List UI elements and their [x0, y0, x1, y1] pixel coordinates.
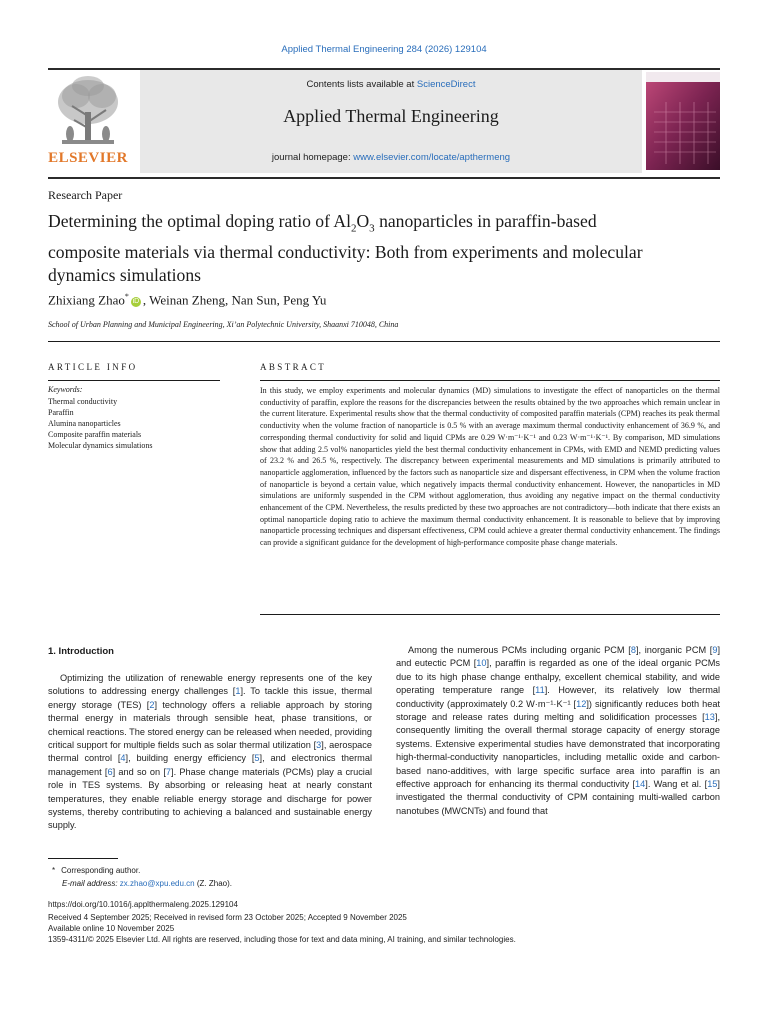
citation-link[interactable]: 6 [107, 766, 113, 777]
citation-link[interactable]: 11 [535, 685, 545, 696]
section-heading: 1. Introduction [48, 646, 114, 657]
journal-cover-image[interactable] [646, 72, 720, 170]
keyword-item: Composite paraffin materials [48, 430, 142, 439]
publisher-name: ELSEVIER [48, 150, 128, 166]
doi-link[interactable]: https://doi.org/10.1016/j.applthermaleng.2025.129104 [48, 900, 238, 909]
affiliation: School of Urban Planning and Municipal Engineering, Xi’an Polytechnic University, Shaanxi 710048, China [48, 320, 399, 329]
abstract-top-rule [260, 380, 720, 381]
article-info-heading: ARTICLE INFO [48, 362, 138, 372]
corresponding-footnote: * Corresponding author. [52, 866, 141, 875]
body-text: ]. Wang et al. [ [645, 779, 708, 790]
body-text: ] and eutectic PCM [ [396, 645, 721, 669]
body-text: ], aerospace thermal control [ [48, 740, 372, 764]
orcid-icon[interactable]: iD [132, 298, 140, 306]
keyword-item: Alumina nanoparticles [48, 419, 121, 428]
sciencedirect-link[interactable]: ScienceDirect [416, 79, 476, 90]
abstract-bottom-rule [260, 614, 720, 615]
citation-link[interactable]: 8 [630, 645, 636, 655]
masthead-bottom-rule [48, 177, 720, 179]
body-text: ], and electronics thermal management [ [48, 753, 372, 777]
body-text: Among the numerous PCMs including organic PCM [ [408, 645, 631, 655]
body-text: ]. Phase change materials (PCMs) play a crucial role in TES systems. By absorbing or releasing heat at nearly constant temperatures, they enable reliable energy storage and discharge for power systems, thereby contributing to achieving a balanced and sustainable energy supply. [48, 766, 373, 831]
copyright: 1359-4311/© 2025 Elsevier Ltd. All rights are reserved, including those for text and data mining, AI training, and similar technologies. [48, 935, 516, 944]
corresponding-mark[interactable]: * [124, 292, 129, 301]
email-link[interactable]: zx.zhao@xpu.edu.cn [119, 879, 195, 888]
article-info-rule [48, 380, 220, 381]
body-text: ]) significantly reduces both heat storage and release rates during melting and solidification processes [ [396, 698, 720, 723]
citation-link[interactable]: 12 [576, 698, 587, 709]
citation-link[interactable]: 1 [235, 686, 241, 697]
author-list: Zhixiang Zhao*iD , Weinan Zheng, Nan Sun, Peng Yu [48, 292, 327, 308]
body-text: ] and so on [ [112, 766, 166, 777]
keyword-item: Molecular dynamics simulations [48, 441, 153, 450]
citation-link[interactable]: 13 [704, 712, 715, 723]
keyword-item: Thermal conductivity [48, 397, 118, 406]
citation-link[interactable]: 5 [254, 753, 260, 764]
abstract-heading: ABSTRACT [260, 362, 327, 372]
available-online: Available online 10 November 2025 [48, 924, 175, 933]
body-text: ], consequently limiting the overall thermal storage capacity of energy storage systems. Extensive experimental studies have demonstrated that incorporating high-thermal-conductivity nanoparticles, including metallic oxide and carbon-based nano-additives, with large specific surface area into paraffin is an effective approach for enhancing its thermal conductivity [ [396, 712, 720, 790]
body-text: ] technology offers a reliable approach by storing thermal energy in materials through sensible heat, phase transitions, or chemical reactions. The stored energy can be released when needed, providing critical support for multiple fields such as solar thermal utilization [ [48, 699, 373, 751]
body-text: Optimizing the utilization of renewable energy represents one of the key solutions to addressing energy challenges [ [48, 673, 372, 697]
body-text: ]. However, its relatively low thermal conductivity (approximately 0.2 W·m⁻¹·K⁻¹ [ [396, 685, 721, 709]
article-title: Determining the optimal doping ratio of $Al_2O_3$ nanoparticles in paraffin-based composite materials via thermal conductivity: Both from experiments and molecular dynamics simulations [48, 211, 643, 285]
body-text: ], building energy efficiency [ [125, 753, 255, 764]
received-dates: Received 4 September 2025; Received in revised form 23 October 2025; Accepted 9 November 2025 [48, 913, 407, 922]
journal-homepage-link[interactable]: www.elsevier.com/locate/apthermeng [353, 152, 511, 163]
contents-line: Contents lists available at ScienceDirect [306, 79, 476, 90]
citation-link[interactable]: 10 [476, 658, 487, 669]
body-text: ], paraffin is regarded as one of the ideal organic PCMs due to its high phase change enthalpy, excellent chemical stability, and wide operating temperature range [ [396, 658, 720, 696]
citation-link[interactable]: 9 [712, 645, 718, 655]
citation-link[interactable]: 2 [149, 699, 155, 710]
citation-link[interactable]: 3 [316, 740, 322, 751]
body-text: ]. To tackle this issue, thermal energy storage (TES) [ [48, 686, 372, 710]
citation-link[interactable]: 14 [635, 779, 646, 790]
journal-reference-link[interactable]: Applied Thermal Engineering 284 (2026) 129104 [281, 44, 487, 55]
body-text: ] investigated the thermal conductivity of CPM containing multi-walled carbon nanotubes (MWCNTs) and found that [396, 779, 720, 816]
citation-link[interactable]: 7 [165, 766, 172, 777]
email-footnote: E-mail address: zx.zhao@xpu.edu.cn (Z. Zhao). [62, 879, 232, 888]
footnote-rule [48, 858, 118, 859]
citation-link[interactable]: 4 [120, 753, 126, 764]
keywords-list [48, 396, 152, 451]
intro-column-left [48, 672, 372, 833]
intro-column-right [396, 644, 720, 818]
homepage-line: journal homepage: www.elsevier.com/locate/apthermeng [271, 152, 511, 163]
abstract-text: In this study, we employ experiments and molecular dynamics (MD) simulations to investigate the effect of nanoparticles on the thermal conductivity of paraffin, explore the reasons for the discrepancies between the results obtained by the two approaches which remain unclear in the current literature. Experimental results show that the thermal conductivity of composited paraffin materials (CPM) reaches its peak thermal conductivity when the volume fraction of nanoparticle is 0.5 % with an average maximum thermal conductivity enhancement of 36.9 %, and corresponding thermal conductivity for solid and liquid CPMs are 0.29 W·m⁻¹·K⁻¹ and 0.23 W·m⁻¹·K⁻¹. By comparison, MD simulations show that adding 2.5 vol% nanoparticles yield the best thermal conductivity enhancement in CPMs, with EMD and NEMD predicting values of 23.2 % and 26.5 %, respectively. The discrepancy between experimental measurements and MD simulations is primarily attributed to nanoparticle agglomeration, influenced by the factors such as nanoparticle size and dispersant effectiveness, in CPM when the volume fraction of nanoparticle is beyond a certain value, which negatively impacts thermal conductivity enhancement. However, the nanoparticles in MD simulations are uniformly suspended in the CPM without agglomeration, thus avoiding any negative impact on the thermal conductivity enhancement of the CPM. Nevertheless, the results predicted by these two approaches are not contradictory—both indicate that there exists an optimal nanoparticle doping ratio to achieve the maximum thermal conductivity enhancement. It is reasonable to believe that by improving nanoparticle processing techniques and dispersant effectiveness, CPM could achieve a greater thermal conductivity enhancement. The findings can provide a significant guidance for the development of high-performance composite phase change materials. [260, 386, 720, 548]
journal-title: Applied Thermal Engineering [283, 106, 499, 126]
keywords-label: Keywords: [48, 385, 83, 394]
body-text: ], inorganic PCM [ [635, 645, 713, 655]
article-type: Research Paper [48, 188, 123, 202]
keyword-item: Paraffin [48, 408, 74, 417]
header-divider [48, 341, 720, 342]
citation-link[interactable]: 15 [707, 779, 718, 790]
author-name[interactable]: Zhixiang Zhao [48, 292, 125, 308]
